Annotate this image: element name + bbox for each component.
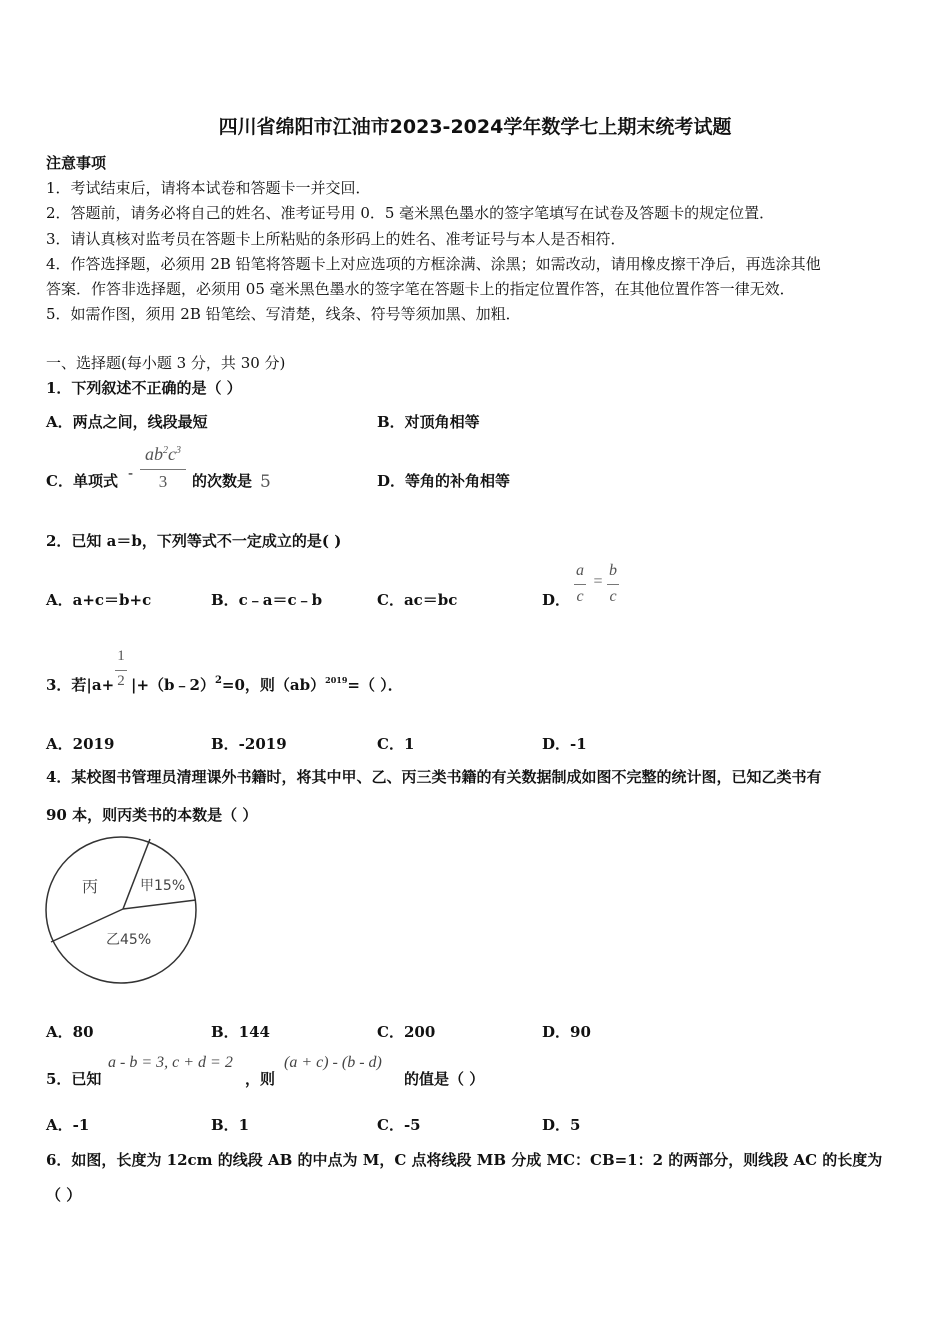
q5-option-a: A．-1 <box>46 1116 90 1134</box>
section-heading: 一、选择题(每小题 3 分，共 30 分) <box>46 354 286 372</box>
q5-condition: a - b = 3, c + d = 2 <box>108 1054 233 1071</box>
q2-option-b: B．c﹣a＝c﹣b <box>211 591 323 609</box>
fraction-bar <box>574 584 586 585</box>
page-title: 四川省绵阳市江油市2023-2024学年数学七上期末统考试题 <box>218 116 732 138</box>
degree-value: 5 <box>260 472 271 492</box>
q5-option-b: B．1 <box>211 1116 250 1134</box>
fraction-bar <box>115 670 127 671</box>
q5-option-c: C．-5 <box>377 1116 421 1134</box>
q4-option-b: B．144 <box>211 1023 270 1041</box>
q6-stem-line1: 6．如图，长度为 12cm 的线段 AB 的中点为 M，C 点将线段 MB 分成 MC：CB=1：2 的两部分，则线段 AC 的长度为 <box>46 1151 883 1169</box>
pie-label-jia: 甲15% <box>140 878 186 894</box>
q3-option-d: D．-1 <box>542 735 587 753</box>
q4-option-a: A．80 <box>46 1023 94 1041</box>
q6-stem-line2: （ ） <box>46 1186 82 1204</box>
q5-stem-post: 的值是（ ） <box>404 1070 485 1088</box>
q3-stem-part2: |+（b﹣2）$^2$=0，则（ab）$^{2019}$=（ ）． <box>131 675 403 694</box>
q2-option-d: D． <box>542 591 571 609</box>
notice-heading: 注意事项 <box>46 154 107 172</box>
q5-stem-mid: ，则 <box>245 1070 276 1088</box>
q2-stem: 2．已知 a＝b，下列等式不一定成立的是( ) <box>46 532 342 550</box>
notice-item: 3．请认真核对监考员在答题卡上所粘贴的条形码上的姓名、准考证号与本人是否相符． <box>46 230 626 248</box>
pie-chart-figure <box>44 834 198 986</box>
notice-item: 2．答题前，请务必将自己的姓名、准考证号用 0．5 毫米黑色墨水的签字笔填写在试卷及答题卡的规定位置． <box>46 204 775 222</box>
pie-label-bing: 丙 <box>82 877 99 896</box>
fraction-bar <box>140 469 186 470</box>
frac-denominator-c: c <box>576 588 584 605</box>
q4-stem-line1: 4．某校图书管理员清理课外书籍时，将其中甲、乙、丙三类书籍的有关数据制成如图不完整的统计图，已知乙类书有 <box>46 768 822 786</box>
frac-denominator-c: c <box>609 588 617 605</box>
q3-option-c: C．1 <box>377 735 415 753</box>
q1-stem: 1．下列叙述不正确的是（ ） <box>46 379 242 397</box>
notice-item: 5．如需作图，须用 2B 铅笔绘、写清楚，线条、符号等须加黑、加粗． <box>46 305 521 323</box>
q1-option-d: D．等角的补角相等 <box>377 472 511 490</box>
q1-option-c-label: C．单项式 <box>46 472 118 490</box>
q5-option-d: D．5 <box>542 1116 581 1134</box>
equals-sign: = <box>593 573 603 590</box>
pie-label-yi: 乙45% <box>106 932 152 948</box>
q1-option-c-text: 的次数是 <box>192 472 253 490</box>
q4-stem-line2: 90 本，则丙类书的本数是（ ） <box>46 806 258 824</box>
notice-item: 答案．作答非选择题，必须用 05 毫米黑色墨水的签字笔在答题卡上的指定位置作答，在其他位置作答一律无效． <box>46 280 795 298</box>
q4-option-d: D．90 <box>542 1023 591 1041</box>
q1-option-a: A．两点之间，线段最短 <box>46 413 208 431</box>
q1-option-b: B．对顶角相等 <box>377 413 480 431</box>
monomial-numerator: $ab^2c^3$ <box>145 444 181 464</box>
half-numerator: 1 <box>117 648 125 664</box>
notice-item: 1．考试结束后，请将本试卷和答题卡一并交回． <box>46 179 371 197</box>
half-denominator: 2 <box>117 673 125 689</box>
q3-option-b: B．-2019 <box>211 735 287 753</box>
q5-stem-pre: 5．已知 <box>46 1070 102 1088</box>
q4-option-c: C．200 <box>377 1023 436 1041</box>
monomial-denominator: 3 <box>158 472 168 491</box>
notice-item: 4．作答选择题，必须用 2B 铅笔将答题卡上对应选项的方框涂满、涂黑；如需改动，请用橡皮擦干净后，再选涂其他 <box>46 255 821 273</box>
minus-sign: - <box>128 464 134 482</box>
frac-numerator-a: a <box>576 562 584 579</box>
fraction-bar <box>607 584 619 585</box>
q3-option-a: A．2019 <box>46 735 115 753</box>
frac-numerator-b: b <box>609 562 617 579</box>
q5-expression: (a + c) - (b - d) <box>284 1054 382 1071</box>
q3-stem-part1: 3．若|a+ <box>46 676 115 694</box>
q2-option-a: A．a+c＝b+c <box>46 591 152 609</box>
q2-option-c: C．ac＝bc <box>377 591 458 609</box>
